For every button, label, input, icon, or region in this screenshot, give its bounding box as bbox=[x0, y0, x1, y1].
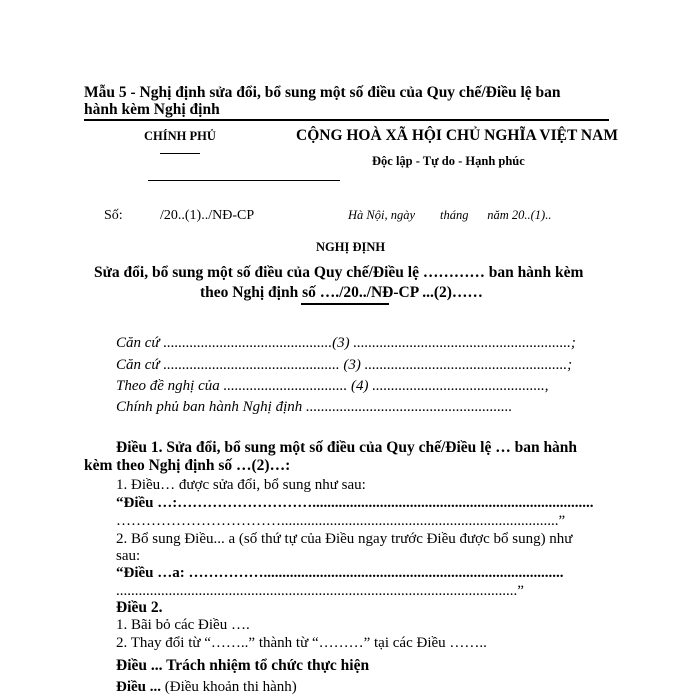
article-1-item-2-line-2: sau: bbox=[116, 548, 141, 564]
article-1-heading-line-1: Điều 1. Sửa đổi, bổ sung một số điều của Quy chế/Điều lệ … ban hành bbox=[116, 439, 578, 456]
template-title-line-1: Mẫu 5 - Nghị định sửa đổi, bổ sung một số điều của Quy chế/Điều lệ ban bbox=[84, 84, 561, 101]
doc-number-value: /20..(1)../NĐ-CP bbox=[160, 208, 255, 223]
article-enforcement-heading: Điều ... bbox=[116, 679, 161, 695]
agency-separator bbox=[148, 180, 340, 181]
article-1-quote-2-end: ...........................................................................................................” bbox=[116, 583, 524, 599]
article-1-quote-1-start bbox=[116, 494, 594, 512]
article-1-quote-1-end: ……………………………..........................................................................” bbox=[116, 513, 566, 529]
preamble-basis-1: Căn cứ .............................................(3) ..........................................................; bbox=[116, 335, 576, 351]
doc-number-label: Số: bbox=[104, 208, 123, 223]
article-2-heading: Điều 2. bbox=[116, 599, 163, 616]
article-2-item-1: 1. Bãi bỏ các Điều …. bbox=[116, 617, 250, 633]
subject-underline bbox=[301, 303, 389, 305]
article-1-item-1: 1. Điều… được sửa đổi, bổ sung như sau: bbox=[116, 477, 366, 493]
preamble-basis-2: Căn cứ ............................................... (3) ......................................................; bbox=[116, 357, 573, 373]
agency-name: CHÍNH PHỦ bbox=[144, 129, 216, 143]
template-title-line-2: hành kèm Nghị định bbox=[84, 101, 220, 118]
preamble-government: Chính phủ ban hành Nghị định ....................................................... bbox=[116, 399, 513, 415]
article-implementation-heading: Điều ... Trách nhiệm tổ chức thực hiện bbox=[116, 657, 370, 674]
country-name: CỘNG HOÀ XÃ HỘI CHỦ NGHĨA VIỆT NAM bbox=[296, 127, 618, 144]
issue-date: Hà Nội, ngày tháng năm 20..(1).. bbox=[348, 208, 552, 222]
article-1-item-2-line-1: 2. Bổ sung Điều... a (số thứ tự của Điều ngay trước Điều được bổ sung) như bbox=[116, 531, 573, 547]
article-enforcement-note: (Điều khoản thi hành) bbox=[161, 679, 297, 695]
article-enforcement bbox=[116, 679, 297, 696]
doc-type: NGHỊ ĐỊNH bbox=[316, 240, 386, 254]
preamble-proposal: Theo đề nghị của ................................. (4) .............................................., bbox=[116, 378, 549, 394]
subject-line-2: theo Nghị định số …./20../NĐ-CP ...(2)…… bbox=[200, 284, 483, 301]
national-motto: Độc lập - Tự do - Hạnh phúc bbox=[372, 154, 525, 168]
subject-line-1: Sửa đổi, bổ sung một số điều của Quy chế/Điều lệ ………… ban hành kèm bbox=[94, 264, 584, 281]
article-1-quote-2-start: “Điều …a: ……………................................................................................ bbox=[116, 565, 564, 581]
article-2-item-2: 2. Thay đổi từ “……..” thành từ “………” tại các Điều …….. bbox=[116, 635, 487, 651]
agency-underline bbox=[160, 153, 200, 154]
header-underline bbox=[84, 119, 609, 121]
article-1-heading-line-2: kèm theo Nghị định số …(2)…: bbox=[84, 457, 291, 474]
quote-1-start-text: “Điều …:………………………........................................................................... bbox=[116, 495, 594, 511]
